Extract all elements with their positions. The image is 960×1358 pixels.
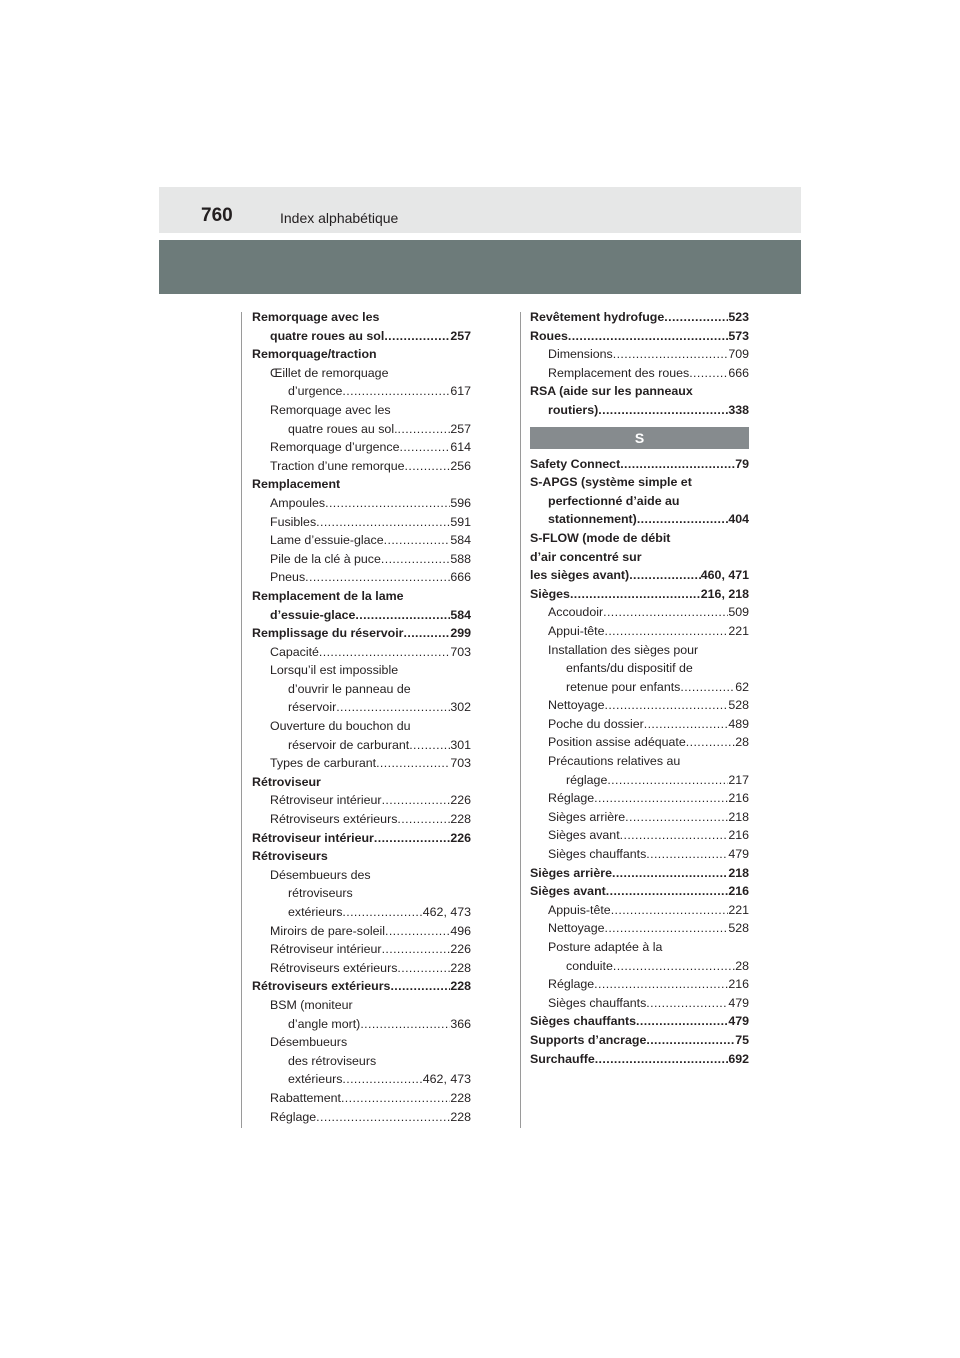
page-reference: 79 bbox=[735, 456, 749, 471]
page-reference: 338 bbox=[728, 402, 749, 417]
entry-text: Nettoyage bbox=[548, 921, 605, 936]
entry-text: Réglage bbox=[270, 1109, 317, 1124]
page-reference: 496 bbox=[450, 923, 471, 938]
index-subentry bbox=[252, 364, 471, 401]
entry-text: Remplacement bbox=[252, 477, 341, 492]
entry-text: Fusibles bbox=[270, 514, 317, 529]
page-reference: 584 bbox=[450, 533, 471, 548]
dot-leader bbox=[613, 345, 729, 364]
page-reference: 709 bbox=[728, 347, 749, 362]
index-subentry bbox=[530, 994, 749, 1013]
index-entry bbox=[530, 529, 749, 585]
entry-text: Poche du dossier bbox=[548, 716, 644, 731]
header-band bbox=[159, 240, 801, 294]
index-entry bbox=[530, 327, 749, 346]
dot-leader bbox=[405, 457, 451, 476]
page-reference: 218 bbox=[728, 809, 749, 824]
entry-text: Rétroviseurs bbox=[252, 849, 328, 864]
dot-leader bbox=[594, 789, 728, 808]
dot-leader bbox=[611, 901, 729, 920]
index-subentry bbox=[530, 603, 749, 622]
page-reference: 666 bbox=[728, 365, 749, 380]
left-column-rule bbox=[241, 312, 242, 1128]
dot-leader bbox=[613, 957, 735, 976]
index-subentry bbox=[530, 752, 749, 789]
page-reference: 217 bbox=[728, 772, 749, 787]
entry-text: Lorsqu’il est impossible bbox=[270, 663, 399, 678]
dot-leader bbox=[360, 1015, 450, 1034]
page-reference: 479 bbox=[728, 847, 749, 862]
page-reference: 228 bbox=[450, 812, 471, 827]
index-subentry bbox=[252, 810, 471, 829]
entry-text: Rétroviseur intérieur bbox=[270, 942, 382, 957]
entry-text: Sièges chauffants bbox=[530, 1014, 637, 1029]
entry-text: Remorquage d’urgence bbox=[270, 440, 400, 455]
index-subentry bbox=[252, 494, 471, 513]
index-entry bbox=[530, 585, 749, 604]
page-reference: 479 bbox=[728, 995, 749, 1010]
entry-text: Safety Connect bbox=[530, 456, 621, 471]
index-subentry bbox=[530, 826, 749, 845]
entry-text: Sièges avant bbox=[548, 828, 620, 843]
dot-leader bbox=[316, 1108, 450, 1127]
entry-text: Précautions relatives au bbox=[548, 754, 681, 769]
index-subentry bbox=[530, 345, 749, 364]
entry-text: Traction d’une remorque bbox=[270, 458, 405, 473]
entry-text: les sièges avant) bbox=[530, 568, 630, 583]
dot-leader bbox=[686, 733, 735, 752]
dot-leader bbox=[342, 903, 422, 922]
page-reference: 216 bbox=[728, 828, 749, 843]
dot-leader bbox=[342, 382, 450, 401]
dot-leader bbox=[398, 420, 451, 439]
dot-leader bbox=[604, 622, 728, 641]
page-reference: 584 bbox=[450, 607, 471, 622]
index-entry bbox=[252, 847, 471, 866]
index-subentry bbox=[252, 717, 471, 754]
entry-text: Rétroviseurs extérieurs bbox=[270, 812, 398, 827]
dot-leader bbox=[604, 919, 728, 938]
index-subentry bbox=[252, 791, 471, 810]
page-reference: 366 bbox=[450, 1016, 471, 1031]
index-entry bbox=[530, 1012, 749, 1031]
entry-text: Lame d’essuie-glace bbox=[270, 533, 384, 548]
index-subentry bbox=[252, 661, 471, 717]
page-reference: 302 bbox=[450, 700, 471, 715]
index-entry bbox=[252, 345, 471, 364]
entry-text: stationnement) bbox=[548, 512, 637, 527]
dot-leader bbox=[325, 494, 450, 513]
index-subentry bbox=[252, 866, 471, 922]
entry-text: routiers) bbox=[548, 402, 599, 417]
dot-leader bbox=[397, 810, 450, 829]
page-number: 760 bbox=[201, 205, 233, 226]
dot-leader bbox=[689, 364, 728, 383]
index-entry bbox=[252, 308, 471, 345]
dot-leader bbox=[355, 606, 450, 625]
entry-text: d’angle mort) bbox=[288, 1016, 361, 1031]
page-reference: 573 bbox=[728, 328, 749, 343]
entry-text: Remplissage du réservoir bbox=[252, 626, 404, 641]
page-reference: 614 bbox=[450, 440, 471, 455]
index-subentry bbox=[530, 975, 749, 994]
page-reference: 218 bbox=[728, 865, 749, 880]
dot-leader bbox=[409, 736, 450, 755]
index-subentry bbox=[252, 1089, 471, 1108]
entry-text: RSA (aide sur les panneaux bbox=[530, 384, 693, 399]
index-entry bbox=[530, 1050, 749, 1069]
dot-leader bbox=[305, 568, 450, 587]
index-subentry bbox=[530, 364, 749, 383]
dot-leader bbox=[637, 510, 729, 529]
page-reference: 257 bbox=[450, 421, 471, 436]
entry-text: Capacité bbox=[270, 644, 319, 659]
index-subentry bbox=[252, 643, 471, 662]
index-subentry bbox=[530, 808, 749, 827]
dot-leader bbox=[644, 715, 729, 734]
dot-leader bbox=[568, 327, 728, 346]
entry-text: Rétroviseur intérieur bbox=[270, 793, 382, 808]
page-reference: 226 bbox=[450, 793, 471, 808]
index-subentry bbox=[530, 622, 749, 641]
index-subentry bbox=[252, 996, 471, 1033]
page-reference: 462, 473 bbox=[422, 1072, 471, 1087]
index-entry bbox=[530, 864, 749, 883]
entry-text: Rabattement bbox=[270, 1090, 341, 1105]
dot-leader bbox=[620, 455, 735, 474]
dot-leader bbox=[625, 808, 728, 827]
entry-text: retenue pour enfants bbox=[566, 679, 681, 694]
dot-leader bbox=[385, 922, 450, 941]
page-reference: 62 bbox=[735, 679, 749, 694]
dot-leader bbox=[629, 566, 701, 585]
page-reference: 256 bbox=[450, 458, 471, 473]
index-subentry bbox=[252, 754, 471, 773]
index-subentry bbox=[530, 641, 749, 697]
dot-leader bbox=[646, 994, 728, 1013]
page-reference: 404 bbox=[728, 512, 749, 527]
entry-text: perfectionné d’aide au bbox=[548, 493, 680, 508]
page-reference: 228 bbox=[450, 1109, 471, 1124]
entry-text: Appuis-tête bbox=[548, 902, 611, 917]
entry-text: Pile de la clé à puce bbox=[270, 551, 381, 566]
index-subentry bbox=[252, 531, 471, 550]
index-subentry bbox=[530, 938, 749, 975]
entry-text: extérieurs bbox=[288, 1072, 343, 1087]
entry-text: Revêtement hydrofuge bbox=[530, 310, 665, 324]
dot-leader bbox=[607, 771, 728, 790]
entry-text: Surchauffe bbox=[530, 1051, 595, 1066]
dot-leader bbox=[646, 1031, 735, 1050]
dot-leader bbox=[341, 1089, 450, 1108]
index-subentry bbox=[252, 401, 471, 438]
entry-text: Accoudoir bbox=[548, 605, 604, 620]
page-reference: 226 bbox=[450, 830, 471, 845]
entry-text: Pneus bbox=[270, 570, 306, 585]
dot-leader bbox=[384, 327, 450, 346]
entry-text: Réglage bbox=[548, 977, 595, 992]
page-reference: 299 bbox=[450, 626, 471, 641]
page-reference: 666 bbox=[450, 570, 471, 585]
index-subentry bbox=[530, 733, 749, 752]
page-reference: 75 bbox=[735, 1032, 749, 1047]
dot-leader bbox=[404, 624, 451, 643]
dot-leader bbox=[316, 513, 450, 532]
entry-text: Rétroviseurs extérieurs bbox=[252, 979, 391, 994]
entry-text: rétroviseurs bbox=[288, 886, 353, 901]
dot-leader bbox=[604, 696, 728, 715]
entry-text: d’air concentré sur bbox=[530, 549, 642, 564]
page-reference: 301 bbox=[450, 737, 471, 752]
index-entry bbox=[530, 473, 749, 529]
entry-text: Désembueurs bbox=[270, 1035, 348, 1050]
index-column-right bbox=[530, 308, 749, 1068]
page-header bbox=[159, 187, 801, 233]
entry-text: Sièges avant bbox=[530, 884, 606, 899]
entry-text: Types de carburant bbox=[270, 756, 377, 771]
index-entry bbox=[530, 382, 749, 419]
entry-text: réservoir de carburant bbox=[288, 737, 410, 752]
index-entry bbox=[252, 624, 471, 643]
page-reference: 221 bbox=[728, 902, 749, 917]
dot-leader bbox=[319, 643, 450, 662]
index-subentry bbox=[252, 940, 471, 959]
dot-leader bbox=[646, 845, 728, 864]
index-subentry bbox=[252, 1033, 471, 1089]
section-letter-bar: S bbox=[530, 427, 749, 449]
dot-leader bbox=[376, 754, 450, 773]
page-reference: 460, 471 bbox=[700, 568, 749, 583]
page-reference: 528 bbox=[728, 698, 749, 713]
index-subentry bbox=[252, 568, 471, 587]
entry-text: des rétroviseurs bbox=[288, 1053, 377, 1068]
dot-leader bbox=[390, 977, 450, 996]
entry-text: Sièges bbox=[530, 586, 570, 601]
page-reference: 226 bbox=[450, 942, 471, 957]
dot-leader bbox=[620, 826, 729, 845]
index-subentry bbox=[252, 922, 471, 941]
page-reference: 216 bbox=[728, 884, 749, 899]
dot-leader bbox=[606, 882, 729, 901]
page-reference: 588 bbox=[450, 551, 471, 566]
page-title: Index alphabétique bbox=[280, 210, 399, 226]
dot-leader bbox=[381, 550, 450, 569]
page-reference: 703 bbox=[450, 644, 471, 659]
entry-text: Supports d’ancrage bbox=[530, 1032, 647, 1047]
entry-text: Rétroviseurs extérieurs bbox=[270, 960, 398, 975]
entry-text: Sièges arrière bbox=[548, 809, 626, 824]
index-subentry bbox=[252, 513, 471, 532]
dot-leader bbox=[382, 791, 451, 810]
dot-leader bbox=[397, 959, 450, 978]
page-reference: 221 bbox=[728, 623, 749, 638]
dot-leader bbox=[612, 864, 728, 883]
index-entry bbox=[530, 882, 749, 901]
page-reference: 617 bbox=[450, 384, 471, 399]
page-reference: 523 bbox=[728, 310, 749, 324]
dot-leader bbox=[595, 1050, 729, 1069]
dot-leader bbox=[598, 401, 728, 420]
index-subentry bbox=[252, 457, 471, 476]
page-reference: 528 bbox=[728, 921, 749, 936]
dot-leader bbox=[342, 1070, 422, 1089]
dot-leader bbox=[636, 1012, 728, 1031]
entry-text: Miroirs de pare-soleil bbox=[270, 923, 385, 938]
page-reference: 692 bbox=[728, 1051, 749, 1066]
entry-text: Remorquage avec les bbox=[252, 310, 380, 324]
entry-text: Remorquage/traction bbox=[252, 347, 377, 362]
entry-text: Réglage bbox=[548, 791, 595, 806]
index-entry bbox=[530, 1031, 749, 1050]
entry-text: d’essuie-glace bbox=[270, 607, 356, 622]
page-reference: 216 bbox=[728, 791, 749, 806]
index-subentry bbox=[530, 715, 749, 734]
entry-text: réglage bbox=[566, 772, 608, 787]
dot-leader bbox=[594, 975, 728, 994]
entry-text: réservoir bbox=[288, 700, 337, 715]
entry-text: quatre roues au sol bbox=[270, 328, 385, 343]
entry-text: Posture adaptée à la bbox=[548, 940, 663, 954]
entry-text: d’ouvrir le panneau de bbox=[288, 681, 411, 696]
entry-text: Position assise adéquate bbox=[548, 735, 686, 750]
entry-text: Installation des sièges pour bbox=[548, 642, 699, 657]
index-subentry bbox=[530, 696, 749, 715]
entry-text: Ouverture du bouchon du bbox=[270, 719, 411, 734]
index-subentry bbox=[252, 1108, 471, 1127]
dot-leader bbox=[680, 678, 735, 697]
page-reference: 228 bbox=[450, 1090, 471, 1105]
index-subentry bbox=[530, 901, 749, 920]
page-reference: 228 bbox=[450, 979, 471, 994]
dot-leader bbox=[382, 940, 451, 959]
dot-leader bbox=[664, 308, 728, 327]
entry-text: S-FLOW (mode de débit bbox=[530, 530, 671, 545]
index-entry bbox=[252, 773, 471, 792]
index-entry bbox=[530, 308, 749, 327]
entry-text: d’urgence bbox=[288, 384, 343, 399]
index-subentry bbox=[252, 438, 471, 457]
page-reference: 591 bbox=[450, 514, 471, 529]
index-column-left bbox=[252, 308, 471, 1126]
page-reference: 596 bbox=[450, 495, 471, 510]
entry-text: quatre roues au sol. bbox=[288, 421, 398, 436]
entry-text: Sièges chauffants bbox=[548, 847, 647, 862]
index-subentry bbox=[252, 550, 471, 569]
index-subentry bbox=[530, 919, 749, 938]
entry-text: Remplacement des roues bbox=[548, 365, 690, 380]
entry-text: Roues bbox=[530, 328, 568, 343]
page-reference: 257 bbox=[450, 328, 471, 343]
page-reference: 489 bbox=[728, 716, 749, 731]
index-entry bbox=[252, 587, 471, 624]
page-reference: 462, 473 bbox=[422, 905, 471, 919]
entry-text: enfants/du dispositif de bbox=[566, 661, 693, 676]
dot-leader bbox=[400, 438, 451, 457]
entry-text: conduite bbox=[566, 958, 613, 973]
index-entry bbox=[252, 977, 471, 996]
entry-text: Rétroviseur bbox=[252, 774, 321, 789]
entry-text: Sièges chauffants bbox=[548, 995, 647, 1010]
dot-leader bbox=[603, 603, 728, 622]
entry-text: BSM (moniteur bbox=[270, 997, 353, 1012]
dot-leader bbox=[336, 698, 450, 717]
right-column-rule bbox=[520, 312, 521, 1128]
page-reference: 28 bbox=[735, 735, 749, 750]
index-entry bbox=[252, 475, 471, 494]
dot-leader bbox=[570, 585, 701, 604]
dot-leader bbox=[374, 829, 450, 848]
page-reference: 228 bbox=[450, 960, 471, 975]
entry-text: Remorquage avec les bbox=[270, 402, 391, 417]
entry-text: Œillet de remorquage bbox=[270, 365, 389, 380]
entry-text: S-APGS (système simple et bbox=[530, 475, 692, 490]
entry-text: Dimensions bbox=[548, 347, 613, 362]
entry-text: Nettoyage bbox=[548, 698, 605, 713]
index-subentry bbox=[530, 845, 749, 864]
index-subentry bbox=[252, 959, 471, 978]
entry-text: Ampoules bbox=[270, 495, 326, 510]
entry-text: Sièges arrière bbox=[530, 865, 612, 880]
page-reference: 216 bbox=[728, 977, 749, 992]
page-reference: 703 bbox=[450, 756, 471, 771]
entry-text: Désembueurs des bbox=[270, 867, 371, 882]
dot-leader bbox=[384, 531, 451, 550]
page-reference: 509 bbox=[728, 605, 749, 620]
page-reference: 479 bbox=[728, 1014, 749, 1029]
page-reference: 28 bbox=[735, 958, 749, 973]
page-reference: 216, 218 bbox=[700, 586, 749, 601]
entry-text: extérieurs bbox=[288, 905, 343, 919]
index-entry bbox=[252, 829, 471, 848]
entry-text: Rétroviseur intérieur bbox=[252, 830, 374, 845]
index-entry bbox=[530, 455, 749, 474]
index-subentry bbox=[530, 789, 749, 808]
entry-text: Remplacement de la lame bbox=[252, 588, 404, 603]
entry-text: Appui-tête bbox=[548, 623, 605, 638]
